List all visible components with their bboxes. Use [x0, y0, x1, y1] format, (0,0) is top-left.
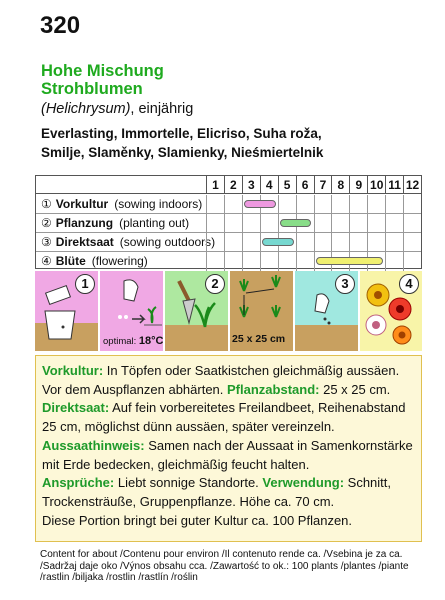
step-badge-4: 4 [399, 274, 419, 294]
calendar-grid-cell [314, 233, 332, 252]
calendar-grid-cell [296, 233, 314, 252]
picto-plant-spacing [230, 271, 293, 351]
instructions-box [35, 355, 422, 542]
calendar-grid-cell [278, 252, 296, 271]
month-header-9: 9 [349, 176, 367, 194]
calendar-grid-cell [242, 252, 260, 271]
common-names-line-2: Smilje, Slaměnky, Slamienky, Nieśmiertelnik [41, 145, 324, 160]
title-line-2: Strohblumen [41, 80, 143, 98]
calendar-row [36, 252, 421, 271]
month-header-8: 8 [331, 176, 349, 194]
picto-planting-out [165, 271, 228, 351]
calendar-row-label [41, 197, 202, 212]
optimal-temp [103, 335, 163, 347]
calendar-row-hint: (planting out) [119, 216, 190, 230]
calendar-row-number: ① [41, 197, 52, 211]
picto-sowing-outdoors [295, 271, 358, 351]
calendar-grid-cell [278, 195, 296, 214]
calendar-grid-cell [367, 233, 385, 252]
calendar-grid-cell [403, 214, 421, 233]
common-names-line-1: Everlasting, Immortelle, Elicriso, Suha roža, [41, 126, 322, 141]
month-header-3: 3 [242, 176, 260, 194]
vorkultur-text: In Töpfen oder Saatkistchen gleichmäßig aussäen. Vor dem Auspflanzen abhärten. [42, 363, 400, 397]
calendar-row-number: ② [41, 216, 52, 230]
pflanzabstand-key: Pflanzabstand: [227, 381, 320, 397]
calendar-period-bar [280, 219, 312, 227]
calendar-grid-cell [385, 214, 403, 233]
calendar-row-title: Blüte [55, 254, 86, 268]
calendar-row [36, 195, 421, 214]
calendar-grid-cell [403, 252, 421, 271]
picto-flowering [360, 271, 422, 351]
portion-text: Diese Portion bringt bei guter Kultur ca. 100 Pflanzen. [42, 512, 353, 528]
calendar-grid-cell [224, 252, 242, 271]
calendar-grid-cell [331, 195, 349, 214]
verwendung-key: Verwendung: [262, 475, 345, 491]
aussaat-text: Samen nach der Aussaat in Samenkornstärke mit Erde bedecken, gleichmäßig feucht halten. [42, 437, 413, 472]
month-header-6: 6 [296, 176, 314, 194]
calendar-row-label [41, 254, 148, 269]
calendar-row-hint: (sowing outdoors) [119, 235, 216, 249]
calendar-grid-cell [367, 195, 385, 214]
calendar-grid-cell [206, 252, 224, 271]
calendar-month-header [36, 176, 421, 194]
calendar-grid-cell [403, 195, 421, 214]
ansprueche-key: Ansprüche: [42, 475, 115, 491]
calendar-grid-cell [296, 252, 314, 271]
month-header-1: 1 [206, 176, 224, 194]
latin-suffix: , einjährig [130, 101, 194, 117]
step-badge-3: 3 [335, 274, 355, 294]
month-header-11: 11 [385, 176, 403, 194]
month-header-4: 4 [260, 176, 278, 194]
month-header-12: 12 [403, 176, 421, 194]
common-names [41, 124, 431, 162]
calendar-grid-cell [385, 233, 403, 252]
calendar-grid-cell [331, 214, 349, 233]
calendar-grid-cell [260, 252, 278, 271]
calendar-grid-cell [349, 233, 367, 252]
month-header-10: 10 [367, 176, 385, 194]
picto-sowing-indoors [35, 271, 98, 351]
calendar-grid-cell [296, 195, 314, 214]
calendar-grid-cell [331, 233, 349, 252]
calendar-row-hint: (flowering) [91, 254, 148, 268]
calendar-period-bar [244, 200, 276, 208]
calendar-grid-cell [242, 233, 260, 252]
calendar-grid-cell [206, 195, 224, 214]
calendar-grid-cell [385, 195, 403, 214]
calendar-grid-cell [206, 233, 224, 252]
calendar-grid-cell [242, 214, 260, 233]
aussaat-key: Aussaathinweis: [42, 437, 145, 453]
step-badge-2: 2 [205, 274, 225, 294]
month-header-2: 2 [224, 176, 242, 194]
step-badge-1: 1 [75, 274, 95, 294]
pflanzabstand-text: 25 x 25 cm. [319, 381, 391, 397]
content-footer: Content for about /Contenu pour environ /Il contenuto rende ca. /Vsebina je za ca. /Sadržaj daje oko /Výnos obsahu cca. /Zawartość to ok.: 100 plants /plantes /piante /rastlin /biljaka /rostlin /rastlín /roślin [40, 549, 409, 583]
calendar-row-hint: (sowing indoors) [114, 197, 203, 211]
optimal-temp-value: 18°C [138, 335, 163, 347]
month-header-7: 7 [314, 176, 332, 194]
sowing-calendar [35, 175, 422, 269]
optimal-label: optimal: [103, 336, 137, 347]
calendar-row-label [41, 235, 215, 250]
calendar-row [36, 214, 421, 233]
title-line-1: Hohe Mischung [41, 62, 164, 80]
calendar-grid-cell [385, 252, 403, 271]
direktsaat-key: Direktsaat: [42, 400, 110, 416]
month-header-5: 5 [278, 176, 296, 194]
spacing-label: 25 x 25 cm [232, 333, 286, 345]
calendar-row-title: Pflanzung [55, 216, 114, 230]
calendar-row-label [41, 216, 189, 231]
picto-germination-temp [100, 271, 163, 351]
direktsaat-text: Auf fein vorbereitetes Freilandbeet, Reihenabstand 25 cm, möglichst dünn aussäen, später vereinzeln. [42, 400, 406, 435]
vorkultur-key: Vorkultur: [42, 363, 104, 378]
latin-name [41, 101, 193, 118]
calendar-grid-cell [314, 214, 332, 233]
calendar-grid-cell [403, 233, 421, 252]
calendar-grid-cell [260, 214, 278, 233]
verwendung-text: Schnitt, Trockensträuße, Gruppenpflanze. Höhe ca. 70 cm. [42, 475, 391, 509]
calendar-grid-cell [314, 195, 332, 214]
calendar-row-title: Direktsaat [55, 235, 114, 249]
ansprueche-text: Liebt sonnige Standorte. [114, 475, 263, 491]
calendar-row [36, 233, 421, 252]
instructions-text [42, 362, 415, 530]
calendar-row-title: Vorkultur [55, 197, 109, 211]
calendar-period-bar [262, 238, 294, 246]
calendar-grid-cell [367, 214, 385, 233]
calendar-grid-cell [349, 195, 367, 214]
calendar-period-bar [316, 257, 384, 265]
pictogram-strip [35, 271, 422, 351]
latin-name-italic: (Helichrysum) [41, 101, 131, 117]
calendar-grid-cell [224, 214, 242, 233]
calendar-grid-cell [206, 214, 224, 233]
calendar-grid-cell [224, 233, 242, 252]
calendar-grid-cell [224, 195, 242, 214]
packet-number: 320 [40, 12, 81, 39]
calendar-row-number: ③ [41, 235, 52, 249]
calendar-row-number: ④ [41, 254, 52, 268]
calendar-grid-cell [349, 214, 367, 233]
